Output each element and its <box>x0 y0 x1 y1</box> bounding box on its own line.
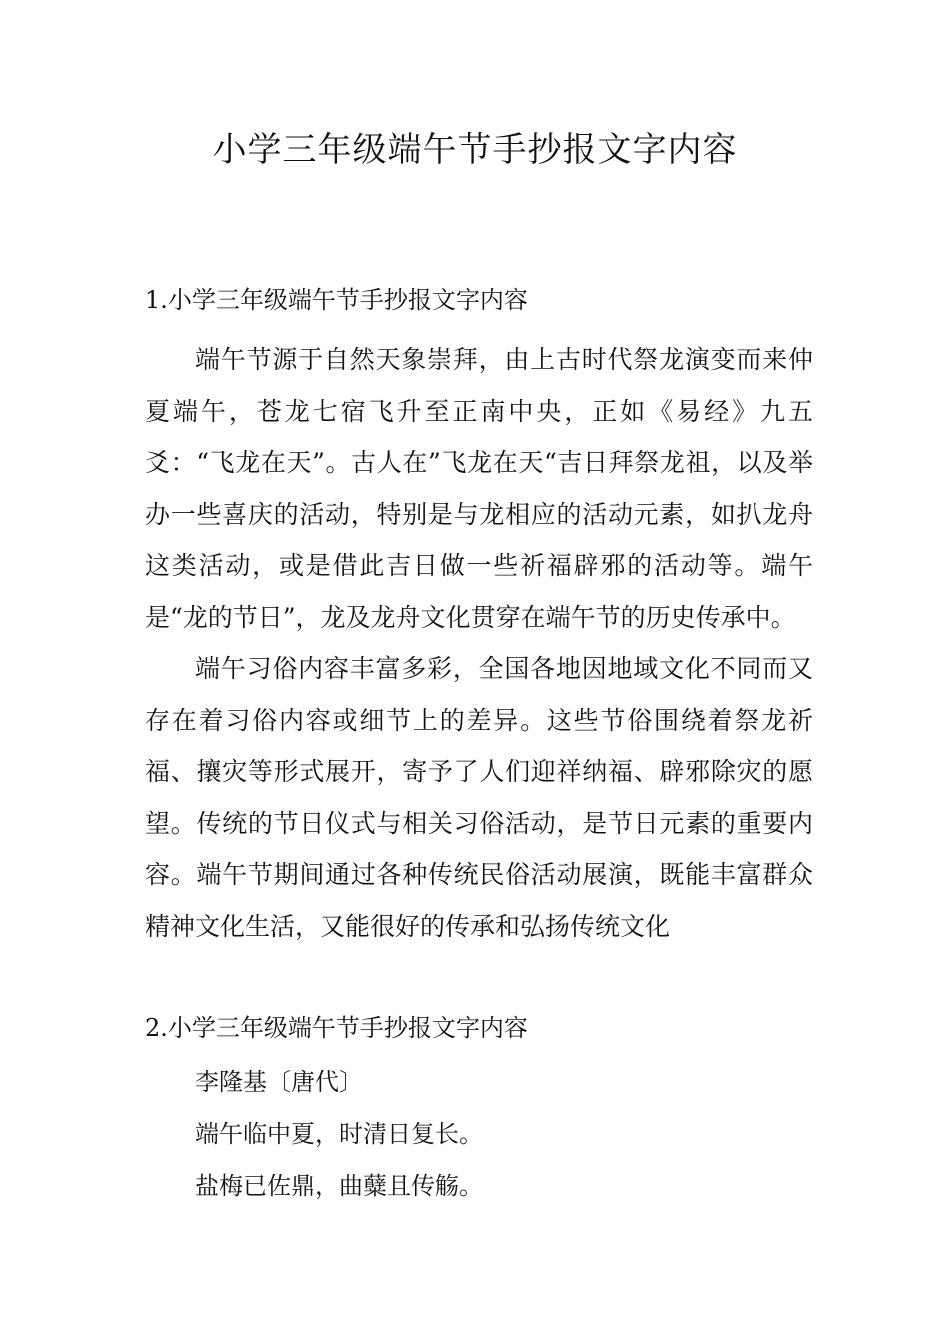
section-heading: 2.小学三年级端午节手抄报文字内容 <box>145 1014 528 1042</box>
poem-line: 端午临中夏，时清日复长。 <box>195 1120 483 1148</box>
section-1 <box>145 282 813 952</box>
document-body <box>145 282 813 1214</box>
section-2 <box>145 1010 813 1210</box>
section-heading: 1.小学三年级端午节手抄报文字内容 <box>145 286 528 314</box>
poem-author-line: 李隆基〔唐代〕 <box>195 1068 363 1096</box>
paragraph: 端午习俗内容丰富多彩，全国各地因地域文化不同而又存在着习俗内容或细节上的差异。这些节俗围绕着祭龙祈福、攘灾等形式展开，寄予了人们迎祥纳福、辟邪除灾的愿望。传统的节日仪式与相关习俗活动，是节日元素的重要内容。端午节期间通过各种传统民俗活动展演，既能丰富群众精神文化生活，又能很好的传承和弘扬传统文化 <box>145 654 813 941</box>
document-title: 小学三年级端午节手抄报文字内容 <box>212 130 738 170</box>
poem-line: 盐梅已佐鼎，曲糵且传觞。 <box>195 1172 483 1200</box>
paragraph: 端午节源于自然天象崇拜，由上古时代祭龙演变而来仲夏端午，苍龙七宿飞升至正南中央，正如《易经》九五爻：“飞龙在天”。古人在”飞龙在天“吉日拜祭龙祖，以及举办一些喜庆的活动，特别是与龙相应的活动元素，如扒龙舟这类活动，或是借此吉日做一些祈福辟邪的活动等。端午是“龙的节日”，龙及龙舟文化贯穿在端午节的历史传承中。 <box>145 345 813 632</box>
